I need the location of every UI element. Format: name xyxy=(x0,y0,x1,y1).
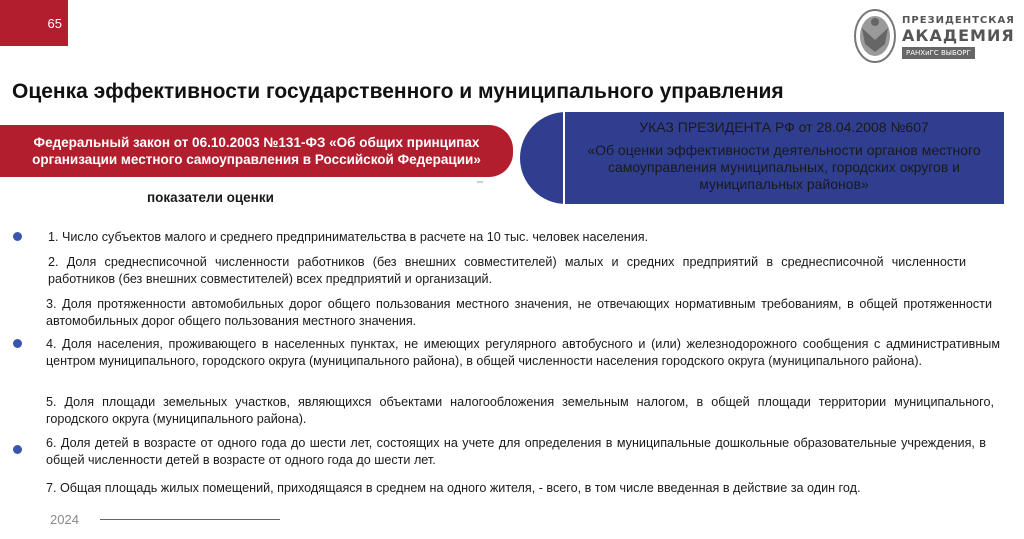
decree-text: «Об оценки эффективности деятельности органов местного самоуправления муниципальных, городских округов и муниципальных районов» xyxy=(587,142,981,192)
indicator-5: 5. Доля площади земельных участков, являющихся объектами налогообложения земельным налогом, в общей площади территории муниципального, городского округа (муниципального района). xyxy=(46,395,994,426)
page-number: 65 xyxy=(47,15,62,31)
indicator-7: 7. Общая площадь жилых помещений, приходящаяся в среднем на одного жителя, - всего, в том числе введенная в действие за один год. xyxy=(46,481,861,495)
law-line2: организации местного самоуправления в Российской Федерации» xyxy=(32,152,481,167)
indicator-6: 6. Доля детей в возрасте от одного года до шести лет, состоящих на учете для определения в муниципальные дошкольные образовательные учреждения, в общей численности детей в возрасте от одного года до шести лет. xyxy=(46,436,986,467)
indicator-1: 1. Число субъектов малого и среднего предпринимательства в расчете на 10 тыс. человек населения. xyxy=(48,230,649,244)
decree-title: УКАЗ ПРЕЗИДЕНТА РФ от 28.04.2008 №607 xyxy=(639,119,929,135)
eagle-emblem-icon xyxy=(852,6,898,66)
bullet-icon xyxy=(13,232,22,241)
page-title: Оценка эффективности государственного и муниципального управления xyxy=(12,80,784,103)
footer-divider xyxy=(100,519,280,520)
bullet-icon xyxy=(13,339,22,348)
logo-line1: ПРЕЗИДЕНТСКАЯ xyxy=(902,15,1015,26)
indicator-3: 3. Доля протяженности автомобильных дорог общего пользования местного значения, не отвечающих нормативным требованиям, в общей протяженности автомобильных дорог общего пользования местного значения. xyxy=(46,297,992,328)
federal-law-box xyxy=(0,125,513,177)
footer-year: 2024 xyxy=(50,512,79,527)
law-line1: Федеральный закон от 06.10.2003 №131-ФЗ «Об общих принципах xyxy=(33,135,480,150)
logo-line2: АКАДЕМИЯ xyxy=(902,26,1015,45)
logo-tag: РАНХиГС ВЫБОРГ xyxy=(902,47,975,59)
decree-divider xyxy=(563,112,565,204)
indicator-4: 4. Доля населения, проживающего в населенных пунктах, не имеющих регулярного автобусного и (или) железнодорожного сообщения с административным центром муниципального, городского округа (муниципального района), в общей численности населения городского округа (муниципального района). xyxy=(46,337,1000,368)
divider-tick xyxy=(477,181,483,183)
indicators-heading: показатели оценки xyxy=(147,190,274,205)
page-number-badge xyxy=(0,0,68,46)
academy-logo xyxy=(852,6,1015,70)
indicator-2: 2. Доля среднесписочной численности работников (без внешних совместителей) малых и средних предприятий в среднесписочной численности работников (без внешних совместителей) всех предприятий и организаций. xyxy=(48,255,966,286)
bullet-icon xyxy=(13,445,22,454)
